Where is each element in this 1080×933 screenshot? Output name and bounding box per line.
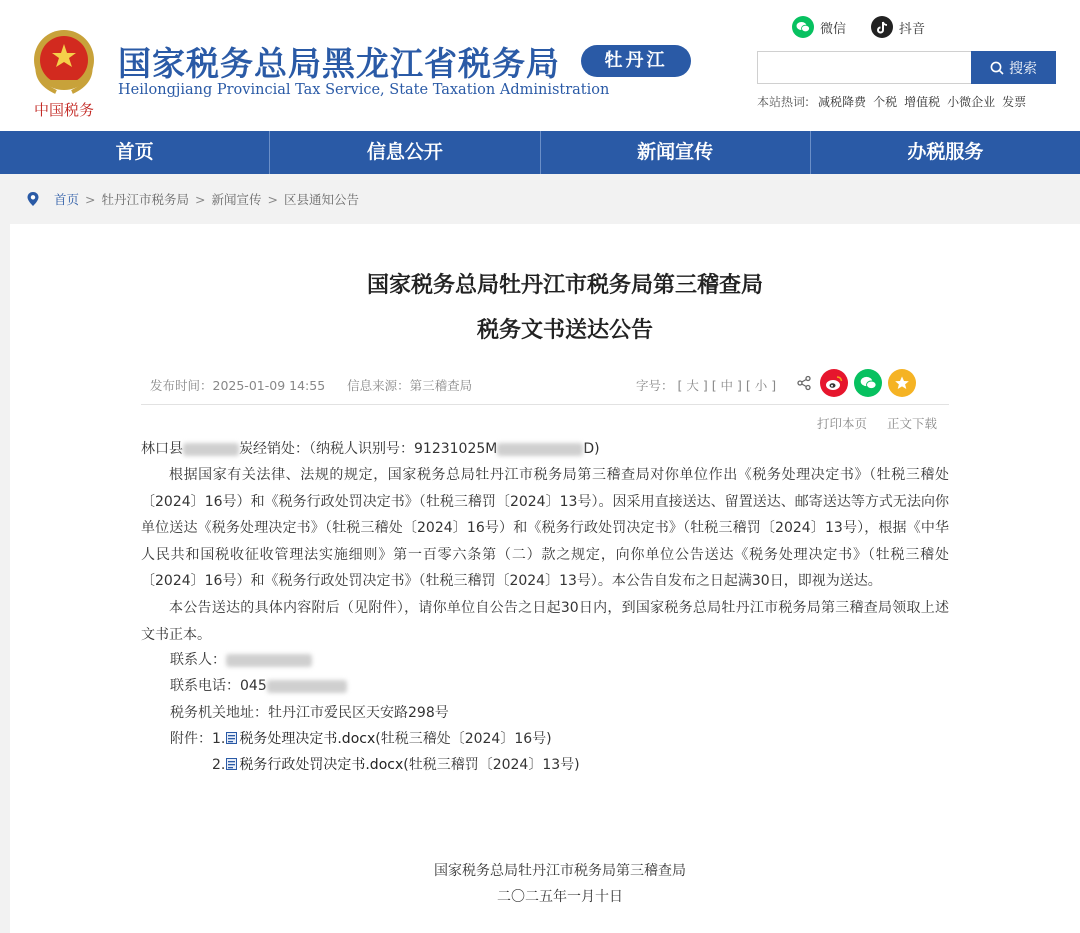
addressee-line	[141, 436, 949, 463]
contact-label: 联系人：	[170, 652, 226, 668]
breadcrumb	[26, 190, 359, 208]
redacted-text	[183, 443, 239, 456]
attachment-label: 附件：	[170, 731, 212, 747]
font-size-control	[636, 376, 776, 394]
addressee-suffix: D)	[583, 441, 600, 457]
hotword-link[interactable]: 个税	[873, 95, 898, 109]
signature-org: 国家税务总局牡丹江市税务局第三稽查局	[434, 863, 686, 879]
hotword-link[interactable]: 小微企业	[947, 95, 996, 109]
addressee-prefix: 林口县	[141, 441, 183, 457]
share-bar	[796, 369, 916, 397]
hotwords	[757, 93, 1026, 110]
search-button-label: 搜索	[1009, 59, 1037, 76]
search-input[interactable]	[757, 51, 972, 84]
breadcrumb-separator: >	[85, 191, 96, 207]
address-line	[170, 700, 449, 726]
hotword-link[interactable]: 增值税	[904, 95, 941, 109]
addressee-middle: 炭经销处：（纳税人识别号：91231025M	[239, 441, 498, 457]
paragraph-1: 根据国家有关法律、法规的规定，国家税务总局牡丹江市税务局第三稽查局对你单位作出《税务处理决定书》（牡税三稽处〔2024〕16号）和《税务行政处罚决定书》（牡税三稽罚〔2024〕13号）。因采用直接送达、留置送达、邮寄送达等方式无法向你单位送达《税务处理决定书》（牡税三稽处〔2024〕16号）和《税务行政处罚决定书》（牡税三稽罚〔2024〕13号），根据《中华人民共和国税收征收管理法实施细则》第一百零六条第（二）款之规定，向你单位公告送达《税务处理决定书》（牡税三稽处〔2024〕16号）和《税务行政处罚决定书》（牡税三稽罚〔2024〕13号）。本公告自发布之日起满30日，即视为送达。	[141, 467, 949, 589]
nav-item-news[interactable]: 新闻宣传	[541, 131, 811, 174]
hotword-link[interactable]: 减税降费	[818, 95, 867, 109]
phone-label: 联系电话：	[170, 678, 240, 694]
attachment-link[interactable]: 税务行政处罚决定书.docx	[239, 757, 404, 773]
nav-item-home[interactable]: 首页	[0, 131, 270, 174]
attachment-number: 1.	[212, 731, 226, 747]
social-douyin[interactable]	[871, 16, 925, 38]
redacted-text	[497, 443, 583, 456]
breadcrumb-current[interactable]: 区县通知公告	[284, 192, 360, 207]
article-title-line1: 国家税务总局牡丹江市税务局第三稽查局	[366, 273, 763, 298]
share-icon[interactable]	[796, 375, 812, 391]
social-douyin-label: 抖音	[899, 21, 926, 37]
site-subtitle: Heilongjiang Provincial Tax Service, State Taxation Administration	[118, 82, 610, 98]
search-button[interactable]	[971, 51, 1056, 84]
signature-date: 二〇二五年一月十日	[497, 889, 623, 905]
article-tools	[817, 414, 937, 432]
city-badge[interactable]: 牡丹江	[581, 45, 691, 77]
phone-line	[170, 673, 347, 699]
weibo-share-icon[interactable]	[820, 369, 848, 397]
nav-item-info-disclosure[interactable]: 信息公开	[270, 131, 540, 174]
font-size-medium[interactable]: [ 中 ]	[711, 378, 742, 393]
attachment-line-2	[212, 752, 580, 778]
social-wechat[interactable]	[792, 16, 846, 38]
attachment-note: (牡税三稽罚〔2024〕13号)	[403, 757, 580, 773]
info-source: 信息来源：第三稽查局	[347, 378, 473, 393]
location-pin-icon	[26, 191, 40, 207]
attachment-line-1	[170, 726, 552, 752]
paragraph-2: 本公告送达的具体内容附后（见附件），请你单位自公告之日起30日内，到国家税务总局牡丹江市税务局第三稽查局领取上述文书正本。	[141, 600, 949, 643]
article-title-line2: 税务文书送达公告	[476, 318, 653, 343]
wechat-icon	[792, 16, 814, 38]
tax-emblem-logo[interactable]	[26, 22, 102, 122]
font-size-label: 字号：	[636, 378, 674, 393]
contact-line	[170, 647, 312, 673]
redacted-text	[226, 654, 312, 667]
breadcrumb-bureau[interactable]: 牡丹江市税务局	[101, 192, 190, 207]
breadcrumb-news[interactable]: 新闻宣传	[211, 192, 262, 207]
publish-time: 发布时间：2025-01-09 14:55	[150, 378, 326, 393]
hotwords-label: 本站热词:	[757, 95, 810, 109]
wechat-share-icon[interactable]	[854, 369, 882, 397]
favorite-icon[interactable]	[888, 369, 916, 397]
address-value: 牡丹江市爱民区天安路298号	[268, 705, 449, 721]
print-page-link[interactable]: 打印本页	[817, 416, 868, 431]
breadcrumb-separator: >	[267, 191, 278, 207]
font-size-large[interactable]: [ 大 ]	[677, 378, 708, 393]
download-text-link[interactable]: 正文下载	[887, 416, 938, 431]
douyin-icon	[871, 16, 893, 38]
address-label: 税务机关地址：	[170, 705, 268, 721]
main-nav	[0, 131, 1080, 174]
docx-file-icon	[226, 732, 237, 744]
attachment-number: 2.	[212, 757, 226, 773]
meta-divider	[141, 404, 949, 405]
phone-prefix: 045	[240, 678, 267, 694]
emblem-text: 中国税务	[33, 101, 95, 119]
attachment-note: (牡税三稽处〔2024〕16号)	[375, 731, 552, 747]
hotword-link[interactable]: 发票	[1002, 95, 1027, 109]
font-size-small[interactable]: [ 小 ]	[745, 378, 777, 393]
breadcrumb-separator: >	[195, 191, 206, 207]
search-icon	[990, 61, 1004, 75]
attachment-link[interactable]: 税务处理决定书.docx	[239, 731, 376, 747]
nav-item-tax-services[interactable]: 办税服务	[907, 141, 984, 163]
breadcrumb-home[interactable]: 首页	[54, 192, 80, 207]
social-wechat-label: 微信	[820, 21, 847, 37]
redacted-text	[267, 680, 347, 693]
site-header	[0, 0, 1080, 131]
docx-file-icon	[226, 758, 237, 770]
site-title[interactable]: 国家税务总局黑龙江省税务局	[118, 44, 560, 83]
article-meta	[150, 376, 472, 394]
